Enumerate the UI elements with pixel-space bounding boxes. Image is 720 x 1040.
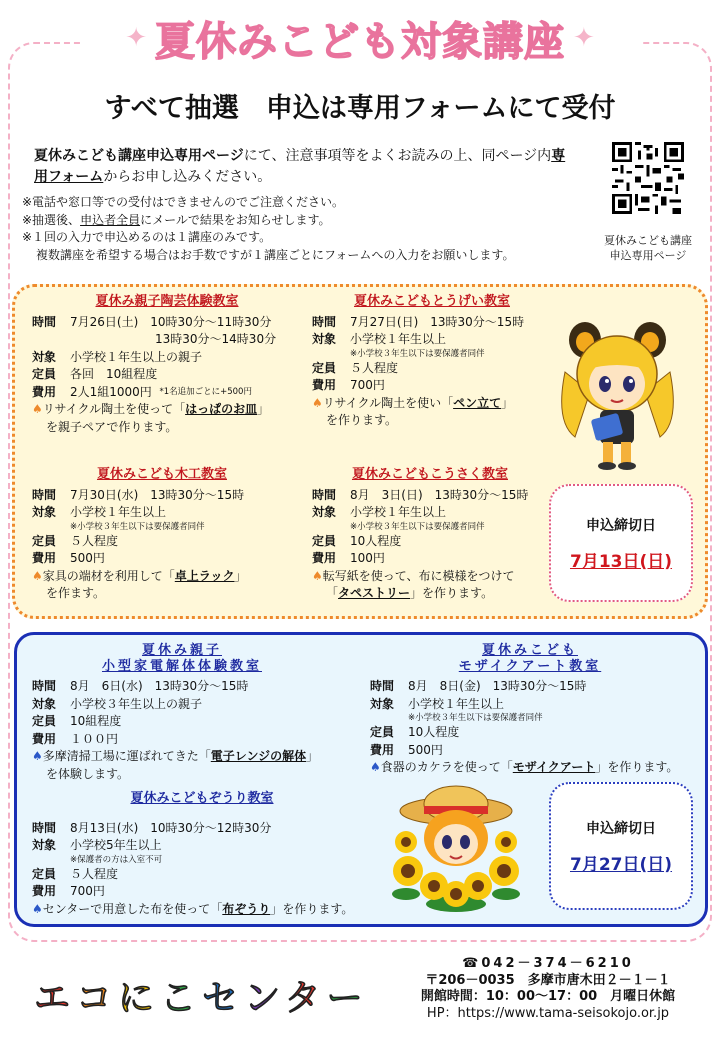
form-link[interactable]: 専用フォーム bbox=[34, 148, 566, 185]
course-target: 小学校１年生以上 bbox=[350, 332, 447, 346]
intro-page-name: 夏休みこども講座申込専用ページ bbox=[34, 148, 244, 164]
label-fee: 費用 bbox=[370, 742, 395, 757]
course-product: 電子レンジの解体 bbox=[210, 749, 307, 763]
course-time: 8月13日(水) 10時30分～12時30分 bbox=[70, 820, 272, 835]
club-icon: ♠ bbox=[312, 395, 323, 410]
course-note: ※小学校３年生以下は要保護者同伴 bbox=[70, 521, 205, 532]
opening-hours: 開館時間：10：00～17：00 月曜日休館 bbox=[420, 989, 676, 1004]
page-title: 夏休みこども対象講座 bbox=[155, 18, 565, 65]
course-time: 8月 6日(水) 13時30分～15時 bbox=[70, 679, 249, 693]
mascot-sunflower-illustration bbox=[386, 776, 526, 916]
course-fee: 700円 bbox=[350, 378, 385, 392]
logo-char: ー bbox=[326, 978, 369, 1019]
course-capacity: 10人程度 bbox=[408, 725, 460, 739]
label-fee: 費用 bbox=[312, 551, 337, 565]
course-note: ※保護者の方は入室不可 bbox=[70, 854, 163, 865]
label-capacity: 定員 bbox=[312, 533, 337, 548]
course-capacity: ５人程度 bbox=[70, 533, 119, 548]
qr-code-icon[interactable] bbox=[612, 141, 684, 215]
label-target: 対象 bbox=[32, 696, 57, 711]
logo-char: エ bbox=[34, 978, 77, 1019]
club-icon: ♠ bbox=[32, 402, 43, 416]
course-fee: 100円 bbox=[350, 551, 385, 565]
course-capacity: ５人程度 bbox=[70, 866, 119, 881]
course-title: 夏休み親子陶芸体験教室 bbox=[95, 294, 239, 309]
course-title: 夏休みこどもとうげい教室 bbox=[353, 294, 510, 309]
course-capacity: 各回 10組程度 bbox=[70, 367, 158, 381]
course-product: 布ぞうり bbox=[222, 901, 271, 916]
label-capacity: 定員 bbox=[32, 367, 57, 381]
deadline-box-august bbox=[549, 782, 693, 910]
course-capacity: 10組程度 bbox=[70, 714, 122, 728]
deadline-label: 申込締切日 bbox=[586, 820, 656, 837]
course-sandals: 夏休みこどもぞうり教室 時間 8月13日(水) 10時30分～12時30分 対象 小学校5年生以上 ※保護者の方は入室不可 定員 ５人程度 費用 700円 ♠センターで用意した布を使って「布ぞうり」を作ります。 bbox=[32, 790, 372, 918]
label-target: 対象 bbox=[32, 838, 57, 852]
homepage-link[interactable]: HP：https://www.tama-seisokojo.or.jp bbox=[426, 1005, 670, 1021]
course-crafts: 夏休みこどもこうさく教室 時間 8月 3日(日) 13時30分～15時 対象 小学校１年生以上 ※小学校３年生以下は要保護者同伴 定員 10人程度 費用 100円 ♠転写紙を使って、布に模様をつけて 「タペストリー」を作ります。 bbox=[312, 466, 548, 603]
course-title: 夏休みこども モザイクアート教室 bbox=[458, 643, 602, 674]
course-note: ※小学校３年生以下は要保護者同伴 bbox=[350, 521, 485, 532]
label-time: 時間 bbox=[32, 820, 57, 835]
course-time: 7月26日(土) 10時30分～11時30分 bbox=[70, 314, 272, 329]
label-time: 時間 bbox=[312, 314, 337, 329]
label-target: 対象 bbox=[32, 349, 57, 364]
club-icon: ♠ bbox=[370, 760, 381, 774]
eco-nico-center-logo bbox=[34, 970, 369, 1021]
course-product: タペストリー bbox=[338, 586, 411, 600]
label-fee: 費用 bbox=[32, 551, 57, 565]
label-target: 対象 bbox=[312, 332, 337, 346]
course-title: 夏休みこどもこうさく教室 bbox=[351, 467, 508, 482]
course-target: 小学校１年生以上 bbox=[70, 505, 167, 519]
course-fee: 2人1組1000円 bbox=[70, 384, 152, 399]
logo-char: セ bbox=[202, 978, 245, 1019]
course-target: 小学校３年生以上の親子 bbox=[70, 696, 203, 711]
label-capacity: 定員 bbox=[32, 714, 57, 728]
club-icon: ♠ bbox=[32, 749, 43, 763]
label-fee: 費用 bbox=[32, 884, 57, 898]
intro-text-4: からお申し込みください。 bbox=[103, 169, 272, 185]
note-3: ※１回の入力で申込めるのは１講座のみです。 bbox=[22, 230, 272, 244]
course-fee: 700円 bbox=[70, 884, 105, 898]
course-title: 夏休み親子 小型家電解体体験教室 bbox=[101, 643, 262, 674]
fee-note: *1名追加ごとに+500円 bbox=[159, 386, 252, 397]
course-time: 7月27日(日) 13時30分～15時 bbox=[350, 314, 525, 329]
label-target: 対象 bbox=[32, 505, 57, 519]
label-capacity: 定員 bbox=[312, 360, 337, 375]
course-woodwork: 夏休みこども木工教室 時間 7月30日(水) 13時30分～15時 対象 小学校１年生以上 ※小学校３年生以下は要保護者同伴 定員 ５人程度 費用 500円 ♠家具の端材を利用して「卓上ラック」 を作ます。 bbox=[32, 466, 292, 603]
label-target: 対象 bbox=[312, 505, 337, 519]
course-pottery-kids: 夏休みこどもとうげい教室 時間 7月27日(日) 13時30分～15時 対象 小学校１年生以上 ※小学校３年生以下は要保護者同伴 定員 ５人程度 費用 700円 ♠リサイクル陶土を使い「ペン立て」 を作ります。 bbox=[312, 293, 552, 430]
qr-caption bbox=[580, 233, 716, 263]
address: 〒206－0035 多摩市唐木田２－１－１ bbox=[425, 972, 671, 988]
intro-text-2: にて、注意事項等をよくお読みの上、同ページ内 bbox=[243, 148, 552, 164]
qr-caption-1: 夏休みこども講座 bbox=[604, 234, 692, 247]
course-fee: 500円 bbox=[70, 551, 105, 565]
intro-text bbox=[34, 146, 574, 188]
label-capacity: 定員 bbox=[32, 866, 57, 881]
contact-info bbox=[380, 956, 716, 1022]
headline: すべて抽選 申込は専用フォームにて受付 bbox=[104, 93, 616, 124]
label-time: 時間 bbox=[32, 679, 57, 693]
course-fee: １００円 bbox=[70, 731, 119, 746]
label-time: 時間 bbox=[312, 487, 337, 502]
phone-number[interactable]: ☎042－374－6210 bbox=[462, 956, 634, 971]
course-target: 小学校１年生以上の親子 bbox=[70, 349, 203, 364]
logo-char: に bbox=[118, 978, 161, 1019]
label-time: 時間 bbox=[370, 679, 395, 693]
label-fee: 費用 bbox=[32, 384, 57, 399]
course-time: 8月 3日(日) 13時30分～15時 bbox=[350, 487, 529, 502]
club-icon: ♠ bbox=[312, 568, 323, 583]
label-time: 時間 bbox=[32, 487, 57, 502]
course-product: はっぱのお皿 bbox=[185, 402, 258, 416]
course-product: ペン立て bbox=[453, 395, 502, 410]
course-note: ※小学校３年生以下は要保護者同伴 bbox=[408, 713, 543, 723]
course-target: 小学校5年生以上 bbox=[70, 838, 162, 852]
course-target: 小学校１年生以上 bbox=[408, 696, 505, 711]
deadline-date: 7月13日(日) bbox=[569, 551, 673, 572]
course-fee: 500円 bbox=[408, 742, 443, 757]
sparkle-icon: ✦ bbox=[125, 23, 147, 53]
logo-char: タ bbox=[284, 978, 327, 1019]
course-mosaic-art: 夏休みこども モザイクアート教室 時間 8月 8日(金) 13時30分～15時 対象 小学校１年生以上 ※小学校３年生以下は要保護者同伴 定員 10人程度 費用 500円 ♠食器のカケラを使って「モザイクアート」を作ります。 bbox=[370, 643, 690, 777]
course-note: ※小学校３年生以下は要保護者同伴 bbox=[350, 348, 485, 359]
deadline-label: 申込締切日 bbox=[586, 517, 656, 534]
note-2: ※抽選後、申込者全員にメールで結果をお知らせします。 bbox=[22, 212, 331, 227]
label-capacity: 定員 bbox=[32, 533, 57, 548]
club-icon: ♠ bbox=[32, 568, 43, 583]
deadline-date: 7月27日(日) bbox=[569, 854, 673, 875]
label-time: 時間 bbox=[32, 314, 57, 329]
course-time-2: 13時30分～14時30分 bbox=[155, 332, 277, 346]
label-capacity: 定員 bbox=[370, 725, 395, 739]
course-title: 夏休みこども木工教室 bbox=[96, 467, 227, 482]
logo-char: こ bbox=[160, 978, 203, 1019]
course-product: モザイクアート bbox=[512, 760, 596, 774]
logo-char: ン bbox=[244, 978, 285, 1019]
note-1: ※電話や窓口等での受付はできませんのでご注意ください。 bbox=[22, 195, 345, 209]
course-title: 夏休みこどもぞうり教室 bbox=[130, 791, 274, 806]
course-time: 7月30日(水) 13時30分～15時 bbox=[70, 487, 245, 502]
course-target: 小学校１年生以上 bbox=[350, 505, 447, 519]
logo-char: コ bbox=[76, 978, 119, 1019]
notes bbox=[22, 194, 592, 264]
deadline-box-july bbox=[549, 484, 693, 602]
title-banner bbox=[80, 6, 640, 70]
qr-caption-2: 申込専用ページ bbox=[609, 249, 687, 262]
course-pottery-family: 夏休み親子陶芸体験教室 時間 7月26日(土) 10時30分～11時30分 13時30分～14時30分 対象 小学校１年生以上の親子 定員 各回 10組程度 費用 2人1組1000円 *1名追加ごとに+500円 ♠リサイクル陶土を使って「はっぱのお皿」 を親子ペアで作ります。 bbox=[32, 293, 302, 436]
course-capacity: ５人程度 bbox=[350, 360, 399, 375]
course-capacity: 10人程度 bbox=[350, 533, 402, 548]
label-target: 対象 bbox=[370, 696, 395, 711]
label-fee: 費用 bbox=[32, 731, 57, 746]
label-fee: 費用 bbox=[312, 378, 337, 392]
course-time: 8月 8日(金) 13時30分～15時 bbox=[408, 679, 587, 693]
note-4: 複数講座を希望する場合はお手数ですが１講座ごとにフォームへの入力をお願いします。 bbox=[36, 247, 515, 262]
sparkle-icon: ✦ bbox=[573, 23, 595, 53]
course-product: 卓上ラック bbox=[174, 568, 235, 583]
club-icon: ♠ bbox=[32, 901, 43, 916]
mascot-girl-illustration bbox=[555, 312, 680, 472]
course-appliance-dismantle: 夏休み親子 小型家電解体体験教室 時間 8月 6日(水) 13時30分～15時 対象 小学校３年生以上の親子 定員 10組程度 費用 １００円 ♠多摩清掃工場に運ばれてきた「電子レンジの解体」 を体験します。 bbox=[32, 643, 332, 783]
